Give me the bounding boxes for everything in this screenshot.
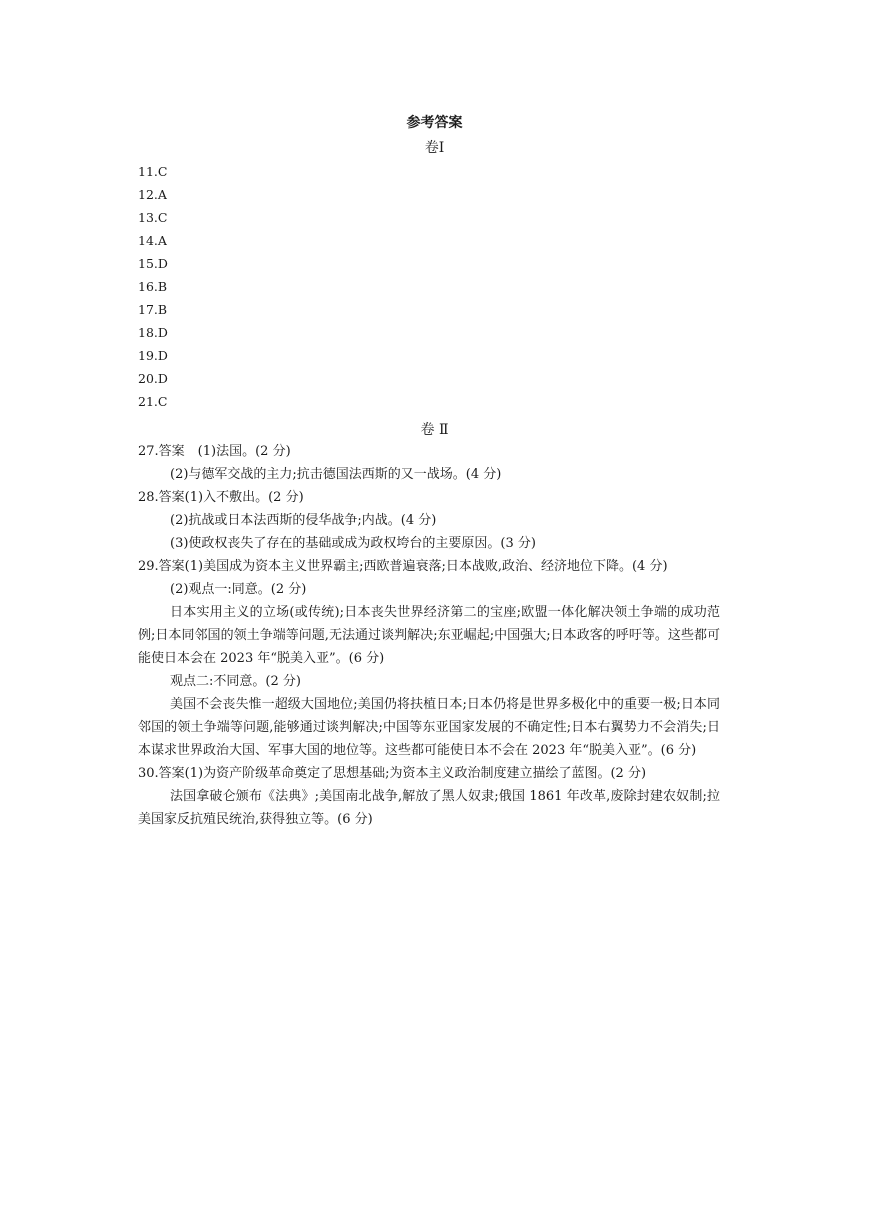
q29-view2-text: 美国不会丧失惟一超级大国地位;美国仍将扶植日本;日本仍将是世界多极化中的重要一极;日本同邻国的领土争端等问题,能够通过谈判解决;中国等东亚国家发展的不确定性;日本右翼势力不会消失;日本谋求世界政治大国、军事大国的地位等。这些都可能使日本不会在 2023 年“脱美入亚”。(6 分): [138, 697, 720, 758]
q27-answer-part1: 27.答案 (1)法国。(2 分): [138, 444, 291, 459]
q28-answer-part2: (2)抗战或日本法西斯的侵华战争;内战。(4 分): [170, 513, 437, 528]
q29-view1-label: (2)观点一:同意。(2 分): [170, 582, 307, 597]
list-item: 16.B: [138, 279, 168, 294]
list-item: 14.A: [138, 233, 167, 248]
list-item: 20.D: [138, 371, 168, 386]
q28-answer-part1: 28.答案(1)入不敷出。(2 分): [138, 490, 304, 505]
list-item: 21.C: [138, 394, 168, 409]
q30-answer-text: 法国拿破仑颁布《法典》;美国南北战争,解放了黑人奴隶;俄国 1861 年改革,废除封建农奴制;拉美国家反抗殖民统治,获得独立等。(6 分): [138, 789, 720, 827]
q29-answer-part1: 29.答案(1)美国成为资本主义世界霸主;西欧普遍衰落;日本战败,政治、经济地位下降。(4 分): [138, 559, 668, 574]
page-title: 参考答案: [406, 115, 463, 131]
list-item: 13.C: [138, 210, 168, 225]
section-2-heading: 卷 Ⅱ: [420, 422, 449, 438]
list-item: 17.B: [138, 302, 168, 317]
q29-view1-text: 日本实用主义的立场(或传统);日本丧失世界经济第二的宝座;欧盟一体化解决领土争端的成功范例;日本同邻国的领土争端等问题,无法通过谈判解决;东亚崛起;中国强大;日本政客的呼吁等。这些都可能使日本会在 2023 年“脱美入亚”。(6 分): [138, 605, 720, 666]
q28-answer-part3: (3)使政权丧失了存在的基础或成为政权垮台的主要原因。(3 分): [170, 536, 536, 551]
list-item: 19.D: [138, 348, 168, 363]
q30-answer-part1: 30.答案(1)为资产阶级革命奠定了思想基础;为资本主义政治制度建立描绘了蓝图。(2 分): [138, 766, 647, 781]
list-item: 11.C: [138, 164, 168, 179]
section-1-heading: 卷Ⅰ: [424, 140, 445, 156]
list-item: 15.D: [138, 256, 168, 271]
q29-view2-label: 观点二:不同意。(2 分): [170, 674, 301, 689]
list-item: 18.D: [138, 325, 168, 340]
multiple-choice-answers: [138, 160, 168, 413]
list-item: 12.A: [138, 187, 167, 202]
essay-answers: [138, 440, 720, 831]
q27-answer-part2: (2)与德军交战的主力;抗击德国法西斯的又一战场。(4 分): [170, 467, 502, 482]
